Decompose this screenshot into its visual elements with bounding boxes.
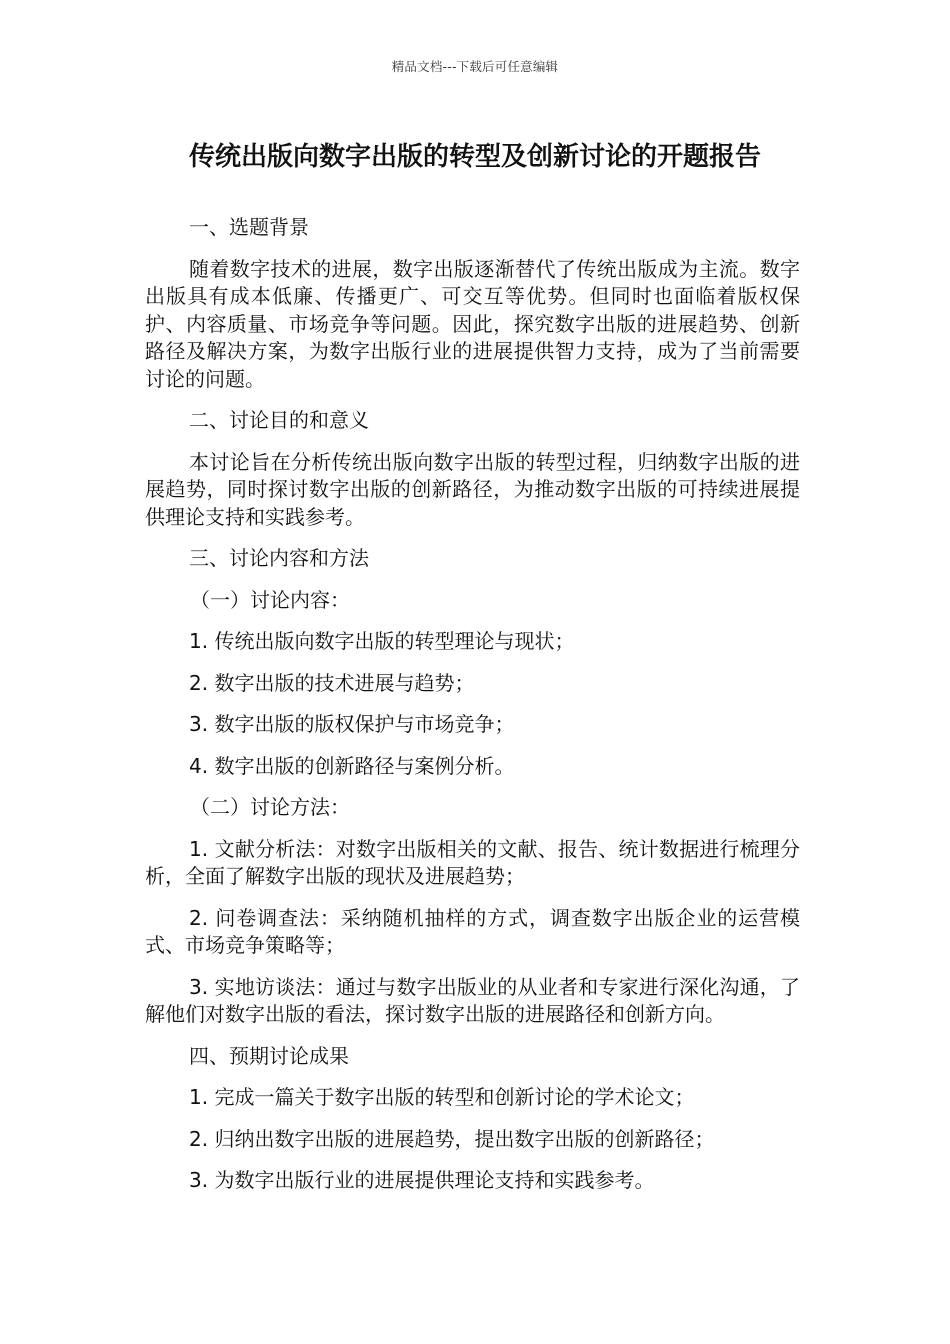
purpose-paragraph: 本讨论旨在分析传统出版向数字出版的转型过程，归纳数字出版的进展趋势，同时探讨数字出版的创新路径，为推动数字出版的可持续进展提供理论支持和实践参考。 — [145, 449, 800, 529]
method-item: 3. 实地访谈法：通过与数字出版业的从业者和专家进行深化沟通，了解他们对数字出版的看法，探讨数字出版的进展路径和创新方向。 — [145, 974, 800, 1026]
result-item: 3. 为数字出版行业的进展提供理论支持和实践参考。 — [189, 1168, 655, 1192]
list-item: 3. 数字出版的版权保护与市场竞争； — [189, 712, 515, 736]
list-item: 2. 数字出版的技术进展与趋势； — [189, 670, 475, 695]
section-heading-purpose: 二、讨论目的和意义 — [189, 408, 369, 432]
background-paragraph: 随着数字技术的进展，数字出版逐渐替代了传统出版成为主流。数字出版具有成本低廉、传播更广、可交互等优势。但同时也面临着版权保护、内容质量、市场竞争等问题。因此，探究数字出版的进展趋势、创新路径及解决方案，为数字出版行业的进展提供智力支持，成为了当前需要讨论的问题。 — [145, 256, 800, 391]
section-heading-content: 三、讨论内容和方法 — [189, 546, 369, 570]
document-body — [145, 214, 800, 1209]
page-header-note: 精品文档---下载后可任意编辑 — [391, 59, 559, 74]
section-heading-background: 一、选题背景 — [189, 215, 309, 239]
section-heading-results: 四、预期讨论成果 — [189, 1043, 349, 1068]
list-item: 4. 数字出版的创新路径与案例分析。 — [189, 753, 515, 778]
list-item: 1. 传统出版向数字出版的转型理论与现状； — [189, 629, 575, 653]
method-item: 1. 文献分析法：对数字出版相关的文献、报告、统计数据进行梳理分析，全面了解数字出版的现状及进展趋势； — [145, 836, 800, 888]
method-item: 2. 问卷调查法：采纳随机抽样的方式，调查数字出版企业的运营模式、市场竞争策略等； — [145, 905, 800, 957]
document-title: 传统出版向数字出版的转型及创新讨论的开题报告 — [188, 142, 761, 172]
subheading-research-content: （一）讨论内容： — [190, 587, 350, 612]
result-item: 1. 完成一篇关于数字出版的转型和创新讨论的学术论文； — [189, 1085, 695, 1109]
result-item: 2. 归纳出数字出版的进展趋势，提出数字出版的创新路径； — [189, 1126, 715, 1151]
subheading-research-method: （二）讨论方法： — [190, 795, 350, 819]
